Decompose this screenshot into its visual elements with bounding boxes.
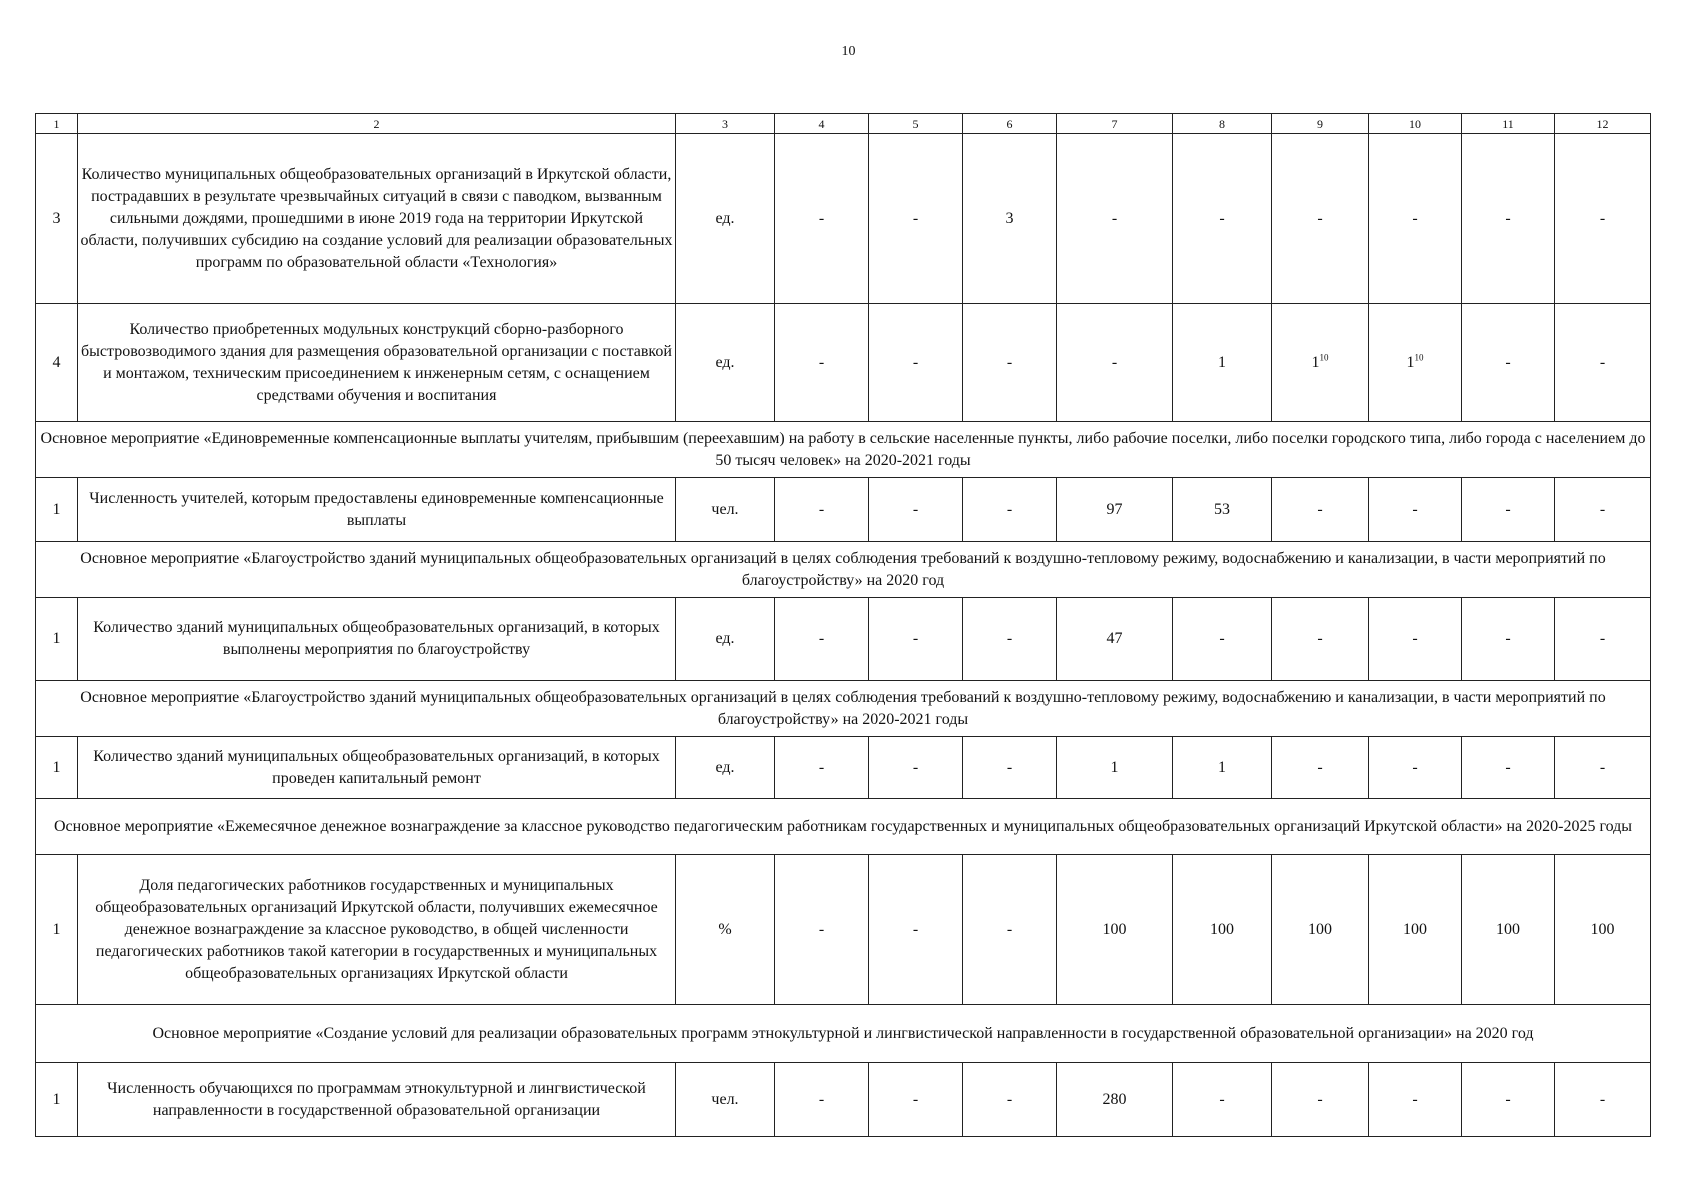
value-cell: - xyxy=(1555,1063,1651,1137)
value-cell: 100 xyxy=(1462,855,1555,1005)
header-cell: 6 xyxy=(963,114,1057,134)
value-cell-with-footnote xyxy=(1272,304,1369,422)
header-cell: 4 xyxy=(775,114,869,134)
value-cell: 100 xyxy=(1057,855,1173,1005)
table-row xyxy=(36,737,1651,799)
value-cell: - xyxy=(963,737,1057,799)
value-text: 1 xyxy=(1311,353,1320,371)
value-cell: - xyxy=(1369,134,1462,304)
value-cell: - xyxy=(1272,737,1369,799)
indicator-text: Доля педагогических работников государственных и муниципальных общеобразовательных организаций Иркутской области, получивших ежемесячное денежное вознаграждение за классное руководство, в общей численности педагогических работников такой категории в государственных и муниципальных общеобразовательных организациях Иркутской области xyxy=(78,855,676,1005)
value-cell: - xyxy=(869,598,963,681)
table-row xyxy=(36,134,1651,304)
value-cell: 1 xyxy=(1173,304,1272,422)
header-cell: 11 xyxy=(1462,114,1555,134)
unit-cell: ед. xyxy=(676,134,775,304)
value-cell: - xyxy=(963,478,1057,542)
value-cell: - xyxy=(1173,598,1272,681)
indicator-text: Численность учителей, которым предоставлены единовременные компенсационные выплаты xyxy=(78,478,676,542)
value-text: 1 xyxy=(1406,353,1415,371)
value-cell: - xyxy=(1462,304,1555,422)
table-row xyxy=(36,304,1651,422)
indicator-text: Количество муниципальных общеобразовательных организаций в Иркутской области, пострадавших в результате чрезвычайных ситуаций в связи с паводком, вызванным сильными дождями, прошедшими в июне 2019 года на территории Иркутской области, получивших субсидию на создание условий для реализации образовательных программ по образовательной области «Технология» xyxy=(78,134,676,304)
value-cell: 100 xyxy=(1173,855,1272,1005)
section-row xyxy=(36,1005,1651,1063)
value-cell: - xyxy=(775,1063,869,1137)
value-cell: - xyxy=(1555,134,1651,304)
value-cell: - xyxy=(1173,134,1272,304)
header-cell: 3 xyxy=(676,114,775,134)
value-cell: 100 xyxy=(1369,855,1462,1005)
indicators-table xyxy=(35,113,1651,1137)
value-cell: - xyxy=(869,304,963,422)
row-number: 4 xyxy=(36,304,78,422)
value-cell: - xyxy=(775,304,869,422)
value-cell: - xyxy=(1462,598,1555,681)
value-cell: 47 xyxy=(1057,598,1173,681)
table-row xyxy=(36,1063,1651,1137)
header-cell: 9 xyxy=(1272,114,1369,134)
row-number: 1 xyxy=(36,1063,78,1137)
unit-cell: ед. xyxy=(676,304,775,422)
section-title: Основное мероприятие «Благоустройство зданий муниципальных общеобразовательных организаций в целях соблюдения требований к воздушно-тепловому режиму, водоснабжению и канализации, в части мероприятий по благоустройству» на 2020-2021 годы xyxy=(36,681,1651,737)
value-cell: - xyxy=(1555,478,1651,542)
indicator-text: Количество зданий муниципальных общеобразовательных организаций, в которых выполнены мероприятия по благоустройству xyxy=(78,598,676,681)
value-cell: - xyxy=(963,1063,1057,1137)
value-cell: - xyxy=(1555,737,1651,799)
value-cell: - xyxy=(1462,478,1555,542)
section-title: Основное мероприятие «Создание условий для реализации образовательных программ этнокультурной и лингвистической направленности в государственной образовательной организации» на 2020 год xyxy=(36,1005,1651,1063)
row-number: 1 xyxy=(36,737,78,799)
section-row xyxy=(36,799,1651,855)
value-cell: 1 xyxy=(1173,737,1272,799)
value-cell: - xyxy=(1555,304,1651,422)
value-cell: - xyxy=(1057,134,1173,304)
table-row xyxy=(36,598,1651,681)
indicator-text: Количество приобретенных модульных конструкций сборно-разборного быстровозводимого здания для размещения образовательной организации с поставкой и монтажом, техническим присоединением к инженерным сетям, с оснащением средствами обучения и воспитания xyxy=(78,304,676,422)
value-cell: - xyxy=(963,598,1057,681)
unit-cell: чел. xyxy=(676,478,775,542)
value-cell: 97 xyxy=(1057,478,1173,542)
header-cell: 7 xyxy=(1057,114,1173,134)
value-cell: - xyxy=(869,478,963,542)
footnote-marker: 10 xyxy=(1414,352,1424,363)
value-cell: - xyxy=(775,478,869,542)
row-number: 1 xyxy=(36,598,78,681)
value-cell: - xyxy=(1462,134,1555,304)
value-cell: - xyxy=(775,598,869,681)
header-cell: 12 xyxy=(1555,114,1651,134)
page-number: 10 xyxy=(841,44,856,59)
value-cell: - xyxy=(1272,1063,1369,1137)
value-cell: - xyxy=(1555,598,1651,681)
value-cell: - xyxy=(1369,478,1462,542)
value-cell: - xyxy=(1057,304,1173,422)
table-row xyxy=(36,478,1651,542)
value-cell: - xyxy=(1462,1063,1555,1137)
header-row xyxy=(36,114,1651,134)
section-row xyxy=(36,422,1651,478)
row-number: 1 xyxy=(36,855,78,1005)
value-cell: - xyxy=(869,737,963,799)
section-row xyxy=(36,542,1651,598)
section-title: Основное мероприятие «Ежемесячное денежное вознаграждение за классное руководство педагогическим работникам государственных и муниципальных общеобразовательных организаций Иркутской области» на 2020-2025 годы xyxy=(36,799,1651,855)
header-cell: 5 xyxy=(869,114,963,134)
value-cell: - xyxy=(1462,737,1555,799)
header-cell: 8 xyxy=(1173,114,1272,134)
header-cell: 2 xyxy=(78,114,676,134)
value-cell: - xyxy=(1369,598,1462,681)
value-cell: - xyxy=(963,304,1057,422)
value-cell: - xyxy=(775,855,869,1005)
unit-cell: ед. xyxy=(676,737,775,799)
footnote-marker: 10 xyxy=(1319,352,1329,363)
unit-cell: чел. xyxy=(676,1063,775,1137)
value-cell: - xyxy=(963,855,1057,1005)
header-cell: 10 xyxy=(1369,114,1462,134)
value-cell: 1 xyxy=(1057,737,1173,799)
section-title: Основное мероприятие «Единовременные компенсационные выплаты учителям, прибывшим (переехавшим) на работу в сельские населенные пункты, либо рабочие поселки, либо поселки городского типа, либо города с населением до 50 тысяч человек» на 2020-2021 годы xyxy=(36,422,1651,478)
value-cell: - xyxy=(869,134,963,304)
value-cell: - xyxy=(1272,134,1369,304)
unit-cell: ед. xyxy=(676,598,775,681)
value-cell: 53 xyxy=(1173,478,1272,542)
value-cell: - xyxy=(775,737,869,799)
section-title: Основное мероприятие «Благоустройство зданий муниципальных общеобразовательных организаций в целях соблюдения требований к воздушно-тепловому режиму, водоснабжению и канализации, в части мероприятий по благоустройству» на 2020 год xyxy=(36,542,1651,598)
row-number: 1 xyxy=(36,478,78,542)
value-cell: - xyxy=(869,1063,963,1137)
value-cell-with-footnote xyxy=(1369,304,1462,422)
indicator-text: Количество зданий муниципальных общеобразовательных организаций, в которых проведен капитальный ремонт xyxy=(78,737,676,799)
value-cell: - xyxy=(1272,598,1369,681)
value-cell: 280 xyxy=(1057,1063,1173,1137)
value-cell: - xyxy=(775,134,869,304)
unit-cell: % xyxy=(676,855,775,1005)
value-cell: - xyxy=(1369,737,1462,799)
value-cell: - xyxy=(1369,1063,1462,1137)
table-row xyxy=(36,855,1651,1005)
value-cell: - xyxy=(1173,1063,1272,1137)
value-cell: 100 xyxy=(1555,855,1651,1005)
value-cell: - xyxy=(869,855,963,1005)
value-cell: 100 xyxy=(1272,855,1369,1005)
row-number: 3 xyxy=(36,134,78,304)
header-cell: 1 xyxy=(36,114,78,134)
value-cell: - xyxy=(1272,478,1369,542)
section-row xyxy=(36,681,1651,737)
indicator-text: Численность обучающихся по программам этнокультурной и лингвистической направленности в государственной образовательной организации xyxy=(78,1063,676,1137)
value-cell: 3 xyxy=(963,134,1057,304)
